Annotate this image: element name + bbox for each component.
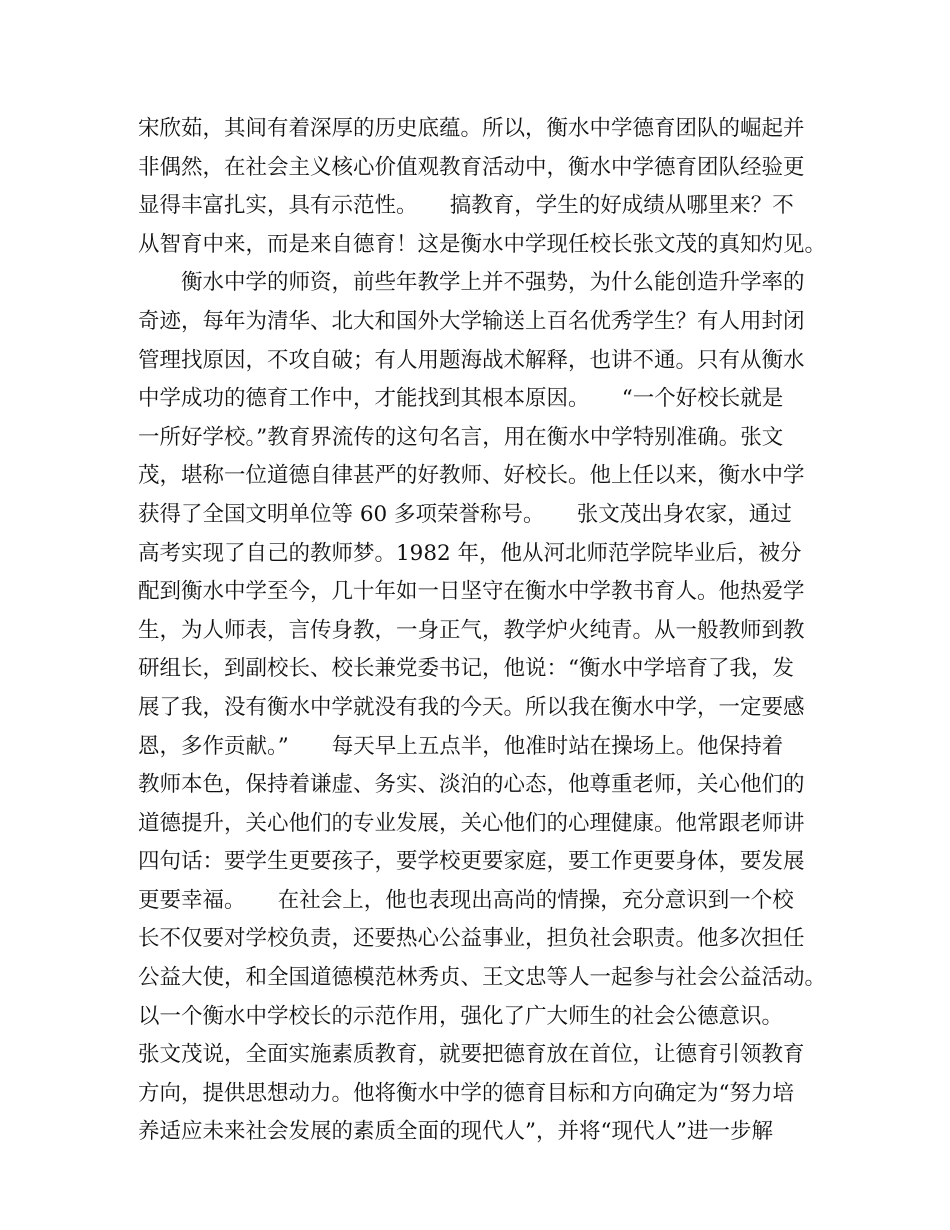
text-line: 公益大使，和全国道德模范林秀贞、王文忠等人一起参与社会公益活动。 — [138, 965, 827, 991]
text-line: 一所好学校。”教育界流传的这句名言，用在衡水中学特别准确。张文 — [138, 424, 784, 450]
text-line: 配到衡水中学至今，几十年如一日坚守在衡水中学教书育人。他热爱学 — [138, 579, 805, 605]
document-body — [138, 110, 828, 1152]
text-line: 方向，提供思想动力。他将衡水中学的德育目标和方向确定为“努力培 — [138, 1080, 794, 1106]
text-line: 道德提升，关心他们的专业发展，关心他们的心理健康。他常跟老师讲 — [138, 810, 805, 836]
text-line: 四句话：要学生更要孩子，要学校更要家庭，要工作更要身体，要发展 — [138, 849, 805, 875]
text-line: 张文茂说，全面实施素质教育，就要把德育放在首位，让德育引领教育 — [138, 1042, 805, 1068]
text-line: 恩，多作贡献。” 每天早上五点半，他准时站在操场上。他保持着 — [138, 733, 784, 759]
text-line: 展了我，没有衡水中学就没有我的今天。所以我在衡水中学，一定要感 — [138, 694, 805, 720]
text-line: 研组长，到副校长、校长兼党委书记，他说：“衡水中学培育了我，发 — [138, 656, 794, 682]
text-line: 高考实现了自己的教师梦。1982 年，他从河北师范学院毕业后，被分 — [138, 540, 802, 566]
text-line: 显得丰富扎实，具有示范性。 搞教育，学生的好成绩从哪里来？不 — [138, 193, 794, 219]
text-line: 非偶然，在社会主义核心价值观教育活动中，衡水中学德育团队经验更 — [138, 154, 805, 180]
text-line: 宋欣茹，其间有着深厚的历史底蕴。所以，衡水中学德育团队的崛起并 — [138, 116, 805, 141]
text-line: 教师本色，保持着谦虚、务实、淡泊的心态，他尊重老师，关心他们的 — [138, 772, 805, 798]
text-line: 养适应未来社会发展的素质全面的现代人”，并将“现代人”进一步解 — [138, 1119, 773, 1145]
text-line: 奇迹，每年为清华、北大和国外大学输送上百名优秀学生？有人用封闭 — [138, 308, 805, 334]
text-line: 生，为人师表，言传身教，一身正气，教学炉火纯青。从一般教师到教 — [138, 617, 805, 643]
text-line: 茂，堪称一位道德自律甚严的好教师、好校长。他上任以来，衡水中学 — [138, 463, 805, 489]
text-line: 管理找原因，不攻自破；有人用题海战术解释，也讲不通。只有从衡水 — [138, 347, 805, 373]
text-line: 中学成功的德育工作中，才能找到其根本原因。 “一个好校长就是 — [138, 386, 784, 412]
text-line: 从智育中来，而是来自德育！这是衡水中学现任校长张文茂的真知灼见。 — [138, 231, 827, 257]
text-line: 更要幸福。 在社会上，他也表现出高尚的情操，充分意识到一个校 — [138, 887, 794, 913]
text-line: 衡水中学的师资，前些年教学上并不强势，为什么能创造升学率的 — [138, 270, 805, 296]
text-line: 长不仅要对学校负责，还要热心公益事业，担负社会职责。他多次担任 — [138, 926, 805, 952]
text-line: 以一个衡水中学校长的示范作用，强化了广大师生的社会公德意识。 — [138, 1003, 784, 1029]
text-line: 获得了全国文明单位等 60 多项荣誉称号。 张文茂出身农家，通过 — [138, 501, 792, 527]
